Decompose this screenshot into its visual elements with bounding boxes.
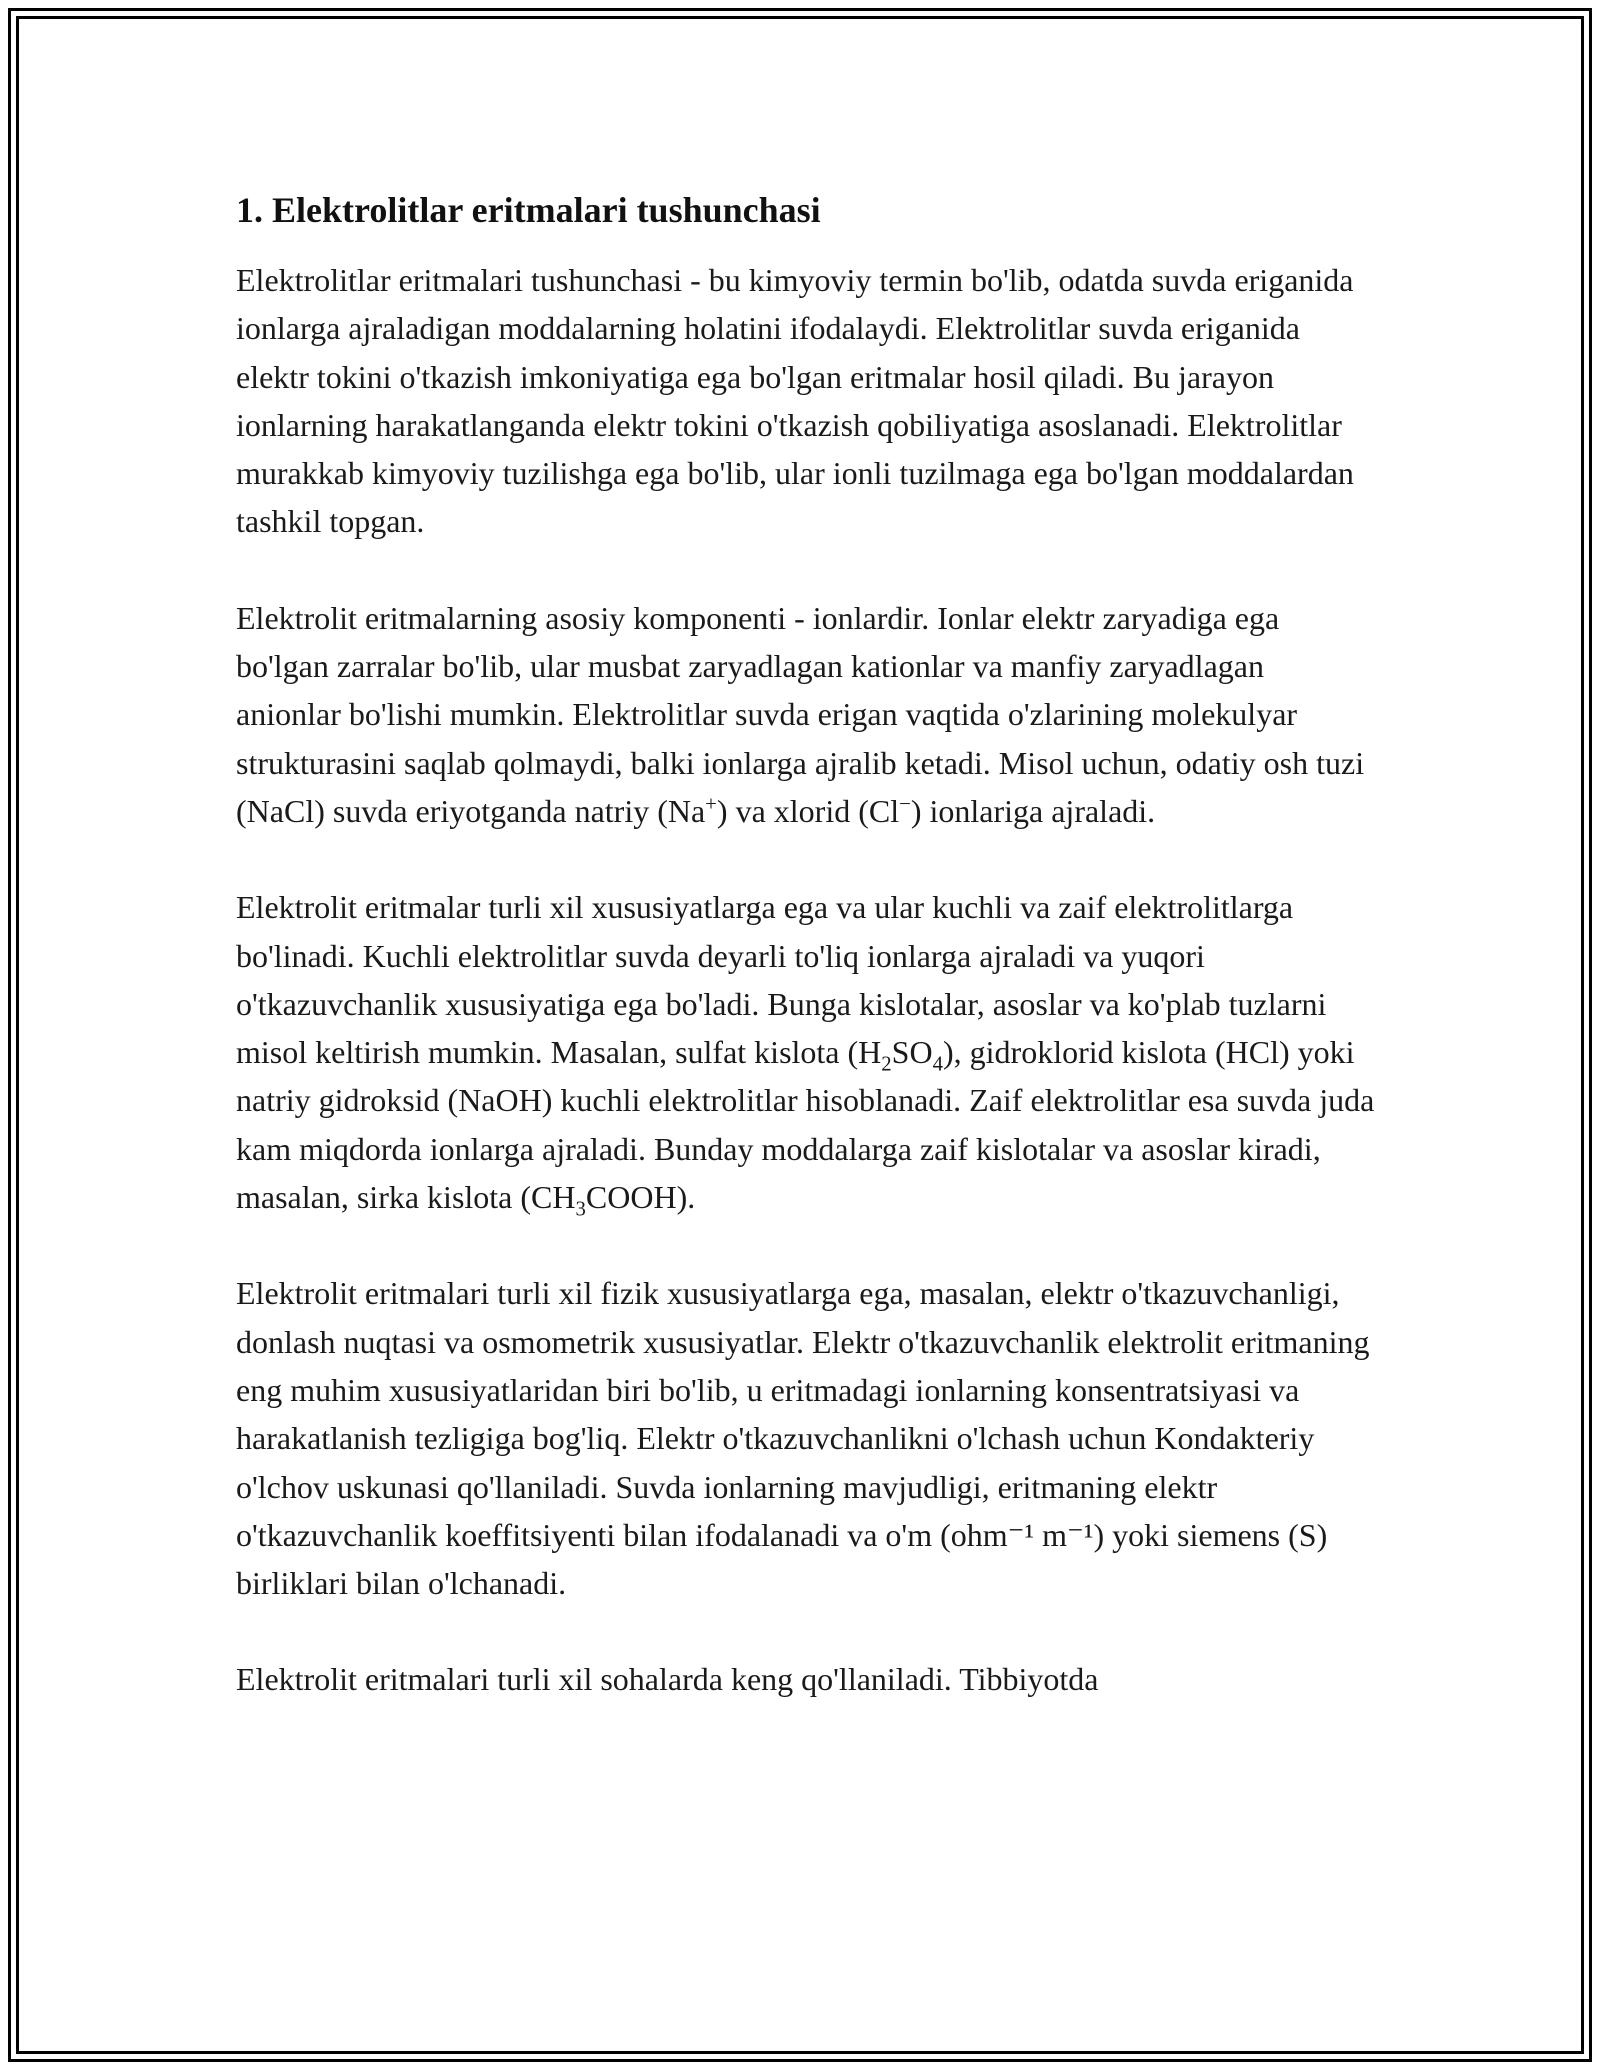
paragraph-3-text-c: ), gidroklorid kislota (HCl) yoki natriy gidroksid (NaOH) kuchli elektrolitlar hisoblanadi. Zaif elektrolitlar esa suvda juda kam miqdorda ionlarga ajraladi. Bunday moddalarga zaif kislotalar va asoslar kiradi, masalan, sirka kislota (CH xyxy=(236,1034,1375,1216)
document-body xyxy=(236,186,1376,1752)
paragraph-5: Elektrolit eritmalari turli xil sohalarda keng qo'llaniladi. Tibbiyotda xyxy=(236,1661,1099,1698)
paragraph-2 xyxy=(236,594,1376,835)
paragraph-4: Elektrolit eritmalari turli xil fizik xususiyatlarga ega, masalan, elektr o'tkazuvchanligi, donlash nuqtasi va osmometrik xususiyatlar. Elektr o'tkazuvchanlik elektrolit eritmaning eng muhim xususiyatlaridan biri bo'lib, u eritmadagi ionlarning konsentratsiyasi va harakatlanish tezligiga bog'liq. Elektr o'tkazuvchanlikni o'lchash uchun Kondakteriy o'lchov uskunasi qo'llaniladi. Suvda ionlarning mavjudligi, eritmaning elektr o'tkazuvchanlik koeffitsiyenti bilan ifodalanadi va o'm (ohm⁻¹ m⁻¹) yoki siemens (S) birliklari bilan o'lchanadi. xyxy=(236,1275,1370,1602)
paragraph-3-text-b: SO xyxy=(891,1034,933,1071)
ch3cooh-subscript-3: 3 xyxy=(575,1197,586,1221)
sodium-ion-charge: + xyxy=(705,792,717,816)
paragraph-3-text-d: COOH). xyxy=(585,1179,696,1216)
paragraph-2-text-a: Elektrolit eritmalarning asosiy komponenti - ionlardir. Ionlar elektr zaryadiga ega bo'lgan zarralar bo'lib, ular musbat zaryadlagan kationlar va manfiy zaryadlagan anionlar bo'lishi mumkin. Elektrolitlar suvda erigan vaqtida o'zlarining molekulyar strukturasini saqlab qolmaydi, balki ionlarga ajralib ketadi. Misol uchun, odatiy osh tuzi (NaCl) suvda eriyotganda natriy (Na xyxy=(236,599,1365,829)
paragraph-3 xyxy=(236,883,1376,1221)
section-heading: 1. Elektrolitlar eritmalari tushunchasi xyxy=(236,190,821,230)
chloride-ion-charge: − xyxy=(899,792,911,816)
paragraph-3-text-a: Elektrolit eritmalar turli xil xususiyatlarga ega va ular kuchli va zaif elektrolitlarga bo'linadi. Kuchli elektrolitlar suvda deyarli to'liq ionlarga ajraladi va yuqori o'tkazuvchanlik xususiyatiga ega bo'ladi. Bunga kislotalar, asoslar va ko'plab tuzlarni misol keltirish mumkin. Masalan, sulfat kislota (H xyxy=(236,889,1327,1071)
paragraph-2-text-c: ) ionlariga ajraladi. xyxy=(910,792,1156,829)
h2so4-subscript-4: 4 xyxy=(932,1052,943,1076)
paragraph-2-text-b: ) va xlorid (Cl xyxy=(716,792,900,829)
paragraph-1: Elektrolitlar eritmalari tushunchasi - bu kimyoviy termin bo'lib, odatda suvda eriganida ionlarga ajraladigan moddalarning holatini ifodalaydi. Elektrolitlar suvda eriganida elektr tokini o'tkazish imkoniyatiga ega bo'lgan eritmalar hosil qiladi. Bu jarayon ionlarning harakatlanganda elektr tokini o'tkazish qobiliyatiga asoslanadi. Elektrolitlar murakkab kimyoviy tuzilishga ega bo'lib, ular ionli tuzilmaga ega bo'lgan moddalardan tashkil topgan. xyxy=(236,262,1354,540)
h2so4-subscript-2: 2 xyxy=(881,1052,892,1076)
